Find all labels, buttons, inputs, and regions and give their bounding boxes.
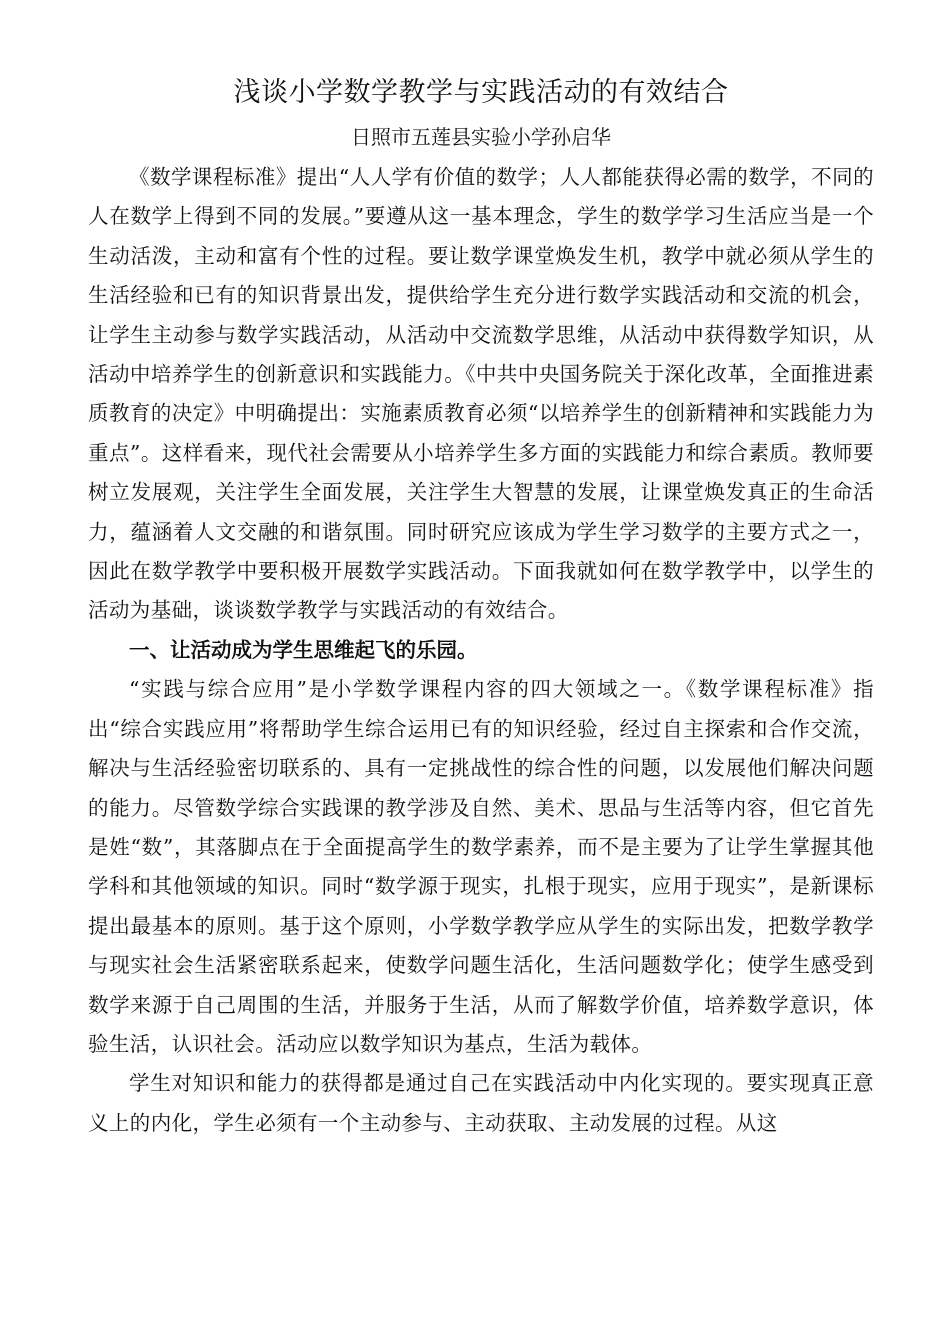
document-title: 浅谈小学数学教学与实践活动的有效结合: [233, 77, 729, 108]
document-page: [88, 70, 874, 1143]
paragraph-intro: 《数学课程标准》提出“人人学有价值的数学；人人都能获得必需的数学，不同的人在数学上得到不同的发展。”要遵从这一基本理念，学生的数学学习生活应当是一个生动活泼，主动和富有个性的过程。要让数学课堂焕发生机，教学中就必须从学生的生活经验和已有的知识背景出发，提供给学生充分进行数学实践活动和交流的机会，让学生主动参与数学实践活动，从活动中交流数学思维，从活动中获得数学知识，从活动中培养学生的创新意识和实践能力。《中共中央国务院关于深化改革，全面推进素质教育的决定》中明确提出：实施素质教育必须“以培养学生的创新精神和实践能力为重点”。这样看来，现代社会需要从小培养学生多方面的实践能力和综合素质。教师要树立发展观，关注学生全面发展，关注学生大智慧的发展，让课堂焕发真正的生命活力，蕴涵着人文交融的和谐氛围。同时研究应该成为学生学习数学的主要方式之一，因此在数学教学中要积极开展数学实践活动。下面我就如何在数学教学中，以学生的活动为基础，谈谈数学教学与实践活动的有效结合。: [88, 165, 874, 623]
paragraph-section-1: “实践与综合应用”是小学数学课程内容的四大领域之一。《数学课程标准》指出“综合实践应用”将帮助学生综合运用已有的知识经验，经过自主探索和合作交流，解决与生活经验密切联系的、具有一定挑战性的综合性的问题，以发展他们解决问题的能力。尽管数学综合实践课的教学涉及自然、美术、思品与生活等内容，但它首先是姓“数”，其落脚点在于全面提高学生的数学素养，而不是主要为了让学生掌握其他学科和其他领域的知识。同时“数学源于现实，扎根于现实，应用于现实”，是新课标提出最基本的原则。基于这个原则，小学数学教学应从学生的实际出发，把数学教学与现实社会生活紧密联系起来，使数学问题生活化，生活问题数学化；使学生感受到数学来源于自己周围的生活，并服务于生活，从而了解数学价值，培养数学意识，体验生活，认识社会。活动应以数学知识为基点，生活为载体。: [88, 677, 874, 1056]
paragraph-section-1-continued: 学生对知识和能力的获得都是通过自己在实践活动中内化实现的。要实现真正意义上的内化，学生必须有一个主动参与、主动获取、主动发展的过程。从这: [88, 1071, 874, 1135]
document-author: 日照市五莲县实验小学孙启华: [351, 125, 611, 149]
section-heading-1: 一、让活动成为学生思维起飞的乐园。: [129, 637, 478, 662]
